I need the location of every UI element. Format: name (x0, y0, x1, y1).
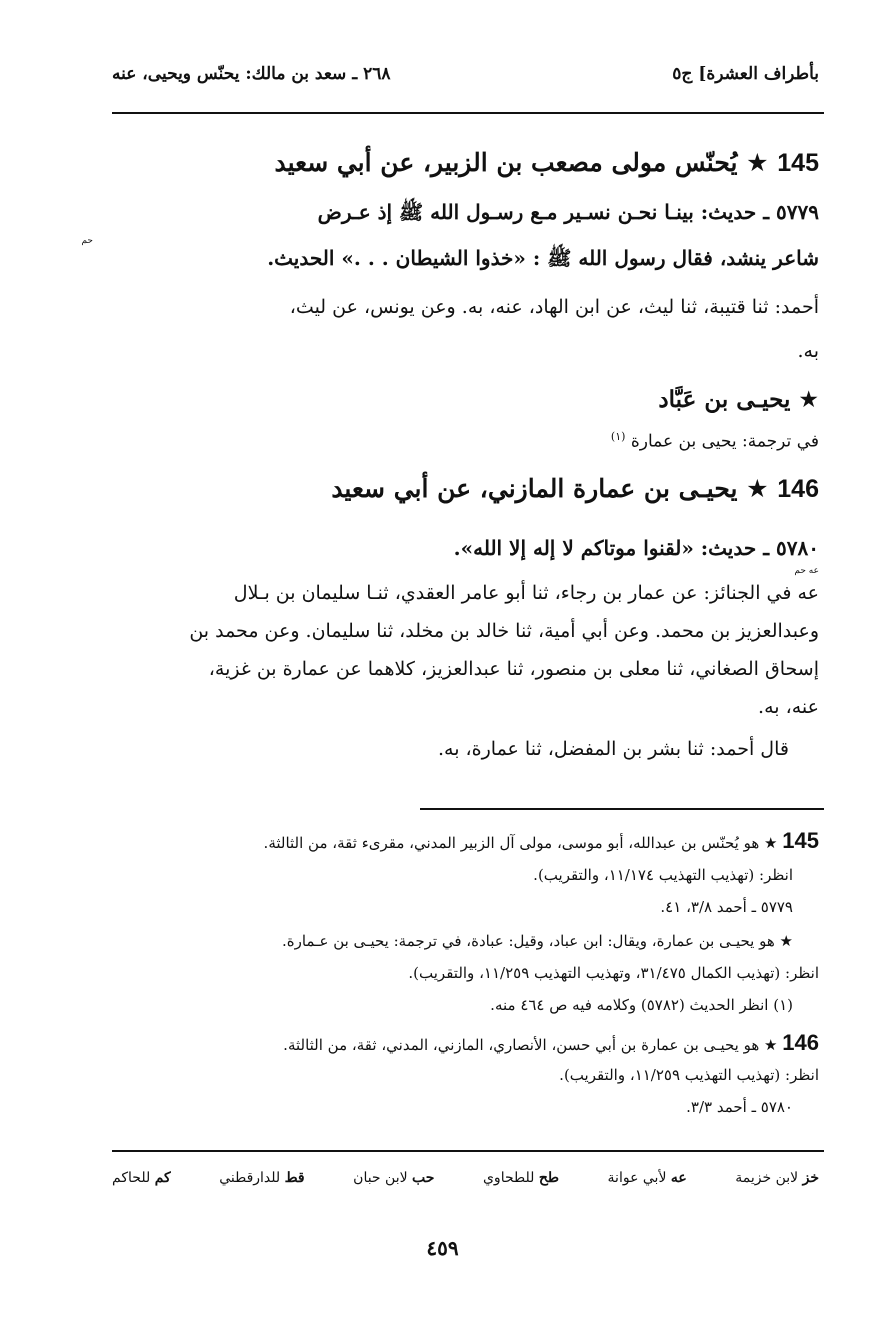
abbreviation-name: لابن خزيمة (735, 1170, 799, 1186)
footnote-number: 145 (782, 828, 819, 853)
text-5780-line4: عنه، به. (758, 696, 819, 718)
yahya-ibad-heading (658, 386, 819, 413)
hadith-5780-line: ٥٧٨٠ ـ حديث: «لقنوا موتاكم لا إله إلا الله». (453, 536, 819, 560)
star-icon: ★ (746, 148, 769, 177)
abbreviations-rule (112, 1150, 824, 1152)
entry-title: يُحنّس مولى مصعب بن الزبير، عن أبي سعيد (274, 148, 738, 177)
abbreviation-code: حب (412, 1170, 435, 1186)
star-icon: ★ (746, 474, 769, 503)
text-5780-line2: وعبدالعزيز بن محمد. وعن أبي أمية، ثنا خالد بن مخلد، ثنا سليمان. وعن محمد بن (189, 620, 819, 642)
running-header-right: بأطراف العشرة] ج٥ (672, 64, 819, 84)
abbreviation-name: لأبي عوانة (607, 1170, 667, 1186)
text-5780-line3: إسحاق الصغاني، ثنا معلى بن منصور، ثنا عبدالعزيز، كلاهما عن عمارة بن غزية، (208, 658, 819, 680)
footnote-145-line3: ٥٧٧٩ ـ أحمد ٣/٨، ٤١. (660, 898, 793, 916)
abbreviation-code: عه (670, 1170, 687, 1186)
footnote-146-line2: انظر: (تهذيب التهذيب ١١/٢٥٩، والتقريب). (559, 1066, 819, 1084)
yahya-ibad-note (611, 430, 819, 452)
star-icon: ★ (764, 1036, 778, 1054)
hadith-5779-line2: شاعر ينشد، فقال رسول الله ﷺ : «خذوا الشيطان . . .» الحديث. (267, 246, 819, 270)
entry-title: يحيـى بن عمارة المازني، عن أبي سعيد (331, 474, 738, 503)
footnote-ibad-line2: انظر: (تهذيب الكمال ٣١/٤٧٥، وتهذيب التهذيب ١١/٢٥٩، والتقريب). (408, 964, 819, 982)
entry-146-heading (331, 474, 819, 504)
header-rule (112, 112, 824, 114)
entry-number: 145 (777, 149, 819, 177)
abbreviation-code: كم (154, 1170, 171, 1186)
hadith-5779-line1: ٥٧٧٩ ـ حديث: بينـا نحـن نسـير مـع رسـول الله ﷺ إذ عـرض (317, 200, 819, 224)
abbreviation-item (219, 1170, 304, 1186)
star-icon: ★ (798, 387, 819, 413)
abbreviation-item (483, 1170, 559, 1186)
footnote-rule (420, 808, 824, 810)
footnote-145-line2: انظر: (تهذيب التهذيب ١١/١٧٤، والتقريب). (533, 866, 793, 884)
page-number: ٤٥٩ (426, 1236, 459, 1260)
abbreviation-code: خز (802, 1170, 819, 1186)
footnote-145-line1 (264, 828, 819, 854)
abbreviation-item (353, 1170, 434, 1186)
hadith-5779-sup: حم (81, 236, 93, 246)
text-5779-line2: به. (797, 340, 819, 362)
footnote-146-line1 (283, 1030, 819, 1056)
abbreviation-name: للطحاوي (482, 1170, 535, 1186)
star-icon: ★ (764, 834, 778, 852)
entry-number: 146 (777, 475, 819, 503)
abbreviation-code: قط (284, 1170, 305, 1186)
abbreviation-name: لابن حبان (353, 1170, 408, 1186)
abbreviation-item (608, 1170, 687, 1186)
footnote-ref: (١) (610, 430, 626, 443)
hadith-5780-sup: عه حم (794, 566, 819, 576)
footnote-text: هو يُحنّس بن عبدالله، أبو موسى، مولى آل الزبير المدني، مقرىء ثقة، من الثالثة. (263, 834, 760, 852)
abbreviation-item (735, 1170, 819, 1186)
footnote-text: هو يحيـى بن عمارة، ويقال: ابن عباد، وقيل: عبادة، في ترجمة: يحيـى بن عـمارة. (281, 932, 775, 950)
running-header-left: ٢٦٨ ـ سعد بن مالك: يحنّس ويحيى، عنه (112, 64, 391, 84)
abbreviation-code: طح (538, 1170, 560, 1186)
footnote-ibad-line1 (282, 932, 793, 950)
text-5779-line1: أحمد: ثنا قتيبة، ثنا ليث، عن ابن الهاد، عنه، به. وعن يونس، عن ليث، (289, 296, 819, 318)
abbreviation-name: للحاكم (112, 1170, 151, 1186)
abbreviation-item (112, 1170, 171, 1186)
footnote-ibad-line3: (١) انظر الحديث (٥٧٨٢) وكلامه فيه ص ٤٦٤ منه. (490, 996, 793, 1014)
footnote-number: 146 (782, 1030, 819, 1055)
abbreviation-name: للدارقطني (219, 1170, 281, 1186)
text-5780-line1: عه في الجنائز: عن عمار بن رجاء، ثنا أبو عامر العقدي، ثنـا سليمان بن بـلال (233, 582, 819, 604)
entry-145-heading (274, 148, 819, 178)
abbreviations-legend (112, 1170, 819, 1186)
note-text: في ترجمة: يحيى بن عمارة (630, 431, 819, 452)
entry-title: يحيـى بن عَبَّاد (658, 386, 791, 413)
footnote-146-line3: ٥٧٨٠ ـ أحمد ٣/٣. (686, 1098, 793, 1116)
footnote-text: هو يحيـى بن عمارة بن أبي حسن، الأنصاري، المازني، المدني، ثقة، من الثالثة. (283, 1036, 760, 1054)
star-icon: ★ (779, 932, 793, 950)
text-5780b-line: قال أحمد: ثنا بشر بن المفضل، ثنا عمارة، به. (437, 738, 789, 760)
